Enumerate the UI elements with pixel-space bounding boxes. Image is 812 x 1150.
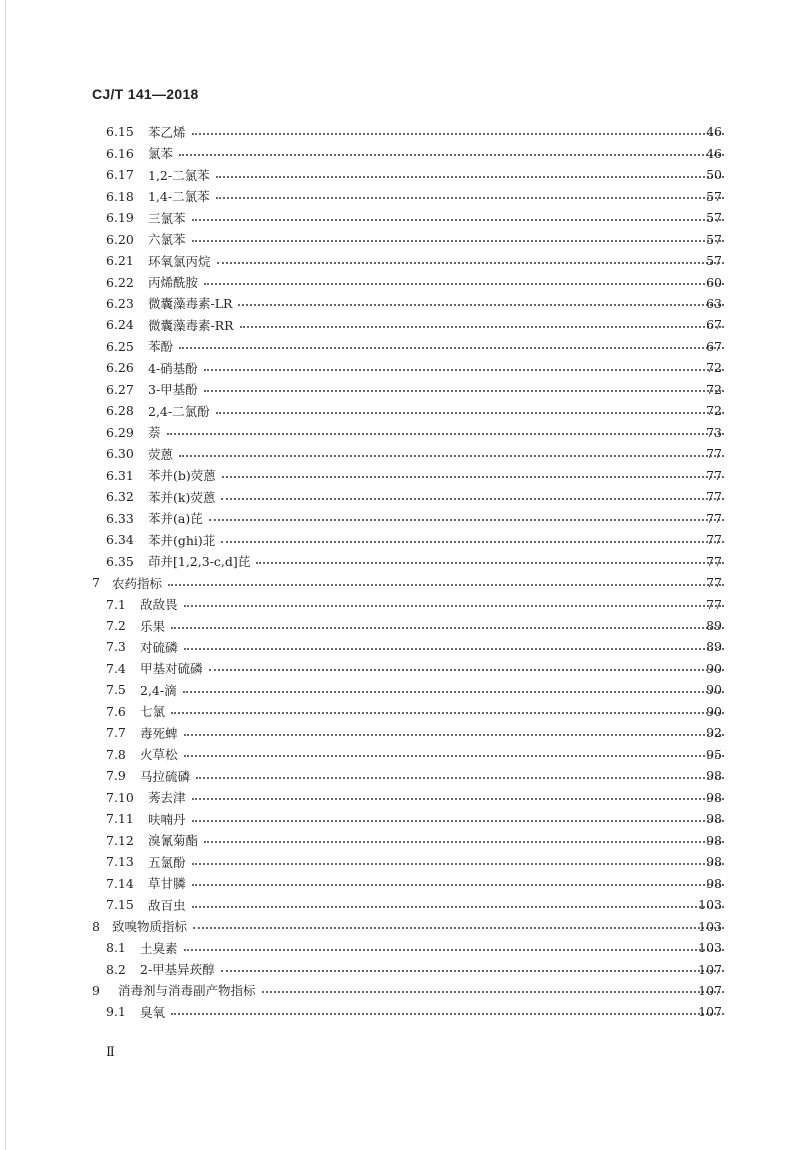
toc-entry-number: 9.1 <box>106 1004 126 1020</box>
toc-entry-title: 氯苯 <box>148 146 174 162</box>
toc-entry-number: 6.20 <box>106 231 134 247</box>
toc-entry-number: 7.10 <box>106 789 134 805</box>
toc-entry-page: 57 <box>706 253 722 269</box>
toc-entry[interactable] <box>0 1001 812 1022</box>
toc-entry-title: 1,4-二氯苯 <box>148 189 210 205</box>
toc-entry[interactable] <box>0 507 812 528</box>
toc-entry-number: 6.24 <box>106 317 134 333</box>
toc-entry-title: 致嗅物质指标 <box>112 919 188 935</box>
toc-entry-page: 60 <box>706 274 722 290</box>
toc-leader-dots <box>209 669 724 671</box>
toc-leader-dots <box>262 991 724 993</box>
toc-entry-page: 77 <box>706 596 722 612</box>
toc-entry-title: 苯并(k)荧蒽 <box>148 489 216 505</box>
page-number-footer: Ⅱ <box>106 1045 115 1060</box>
toc-entry[interactable] <box>0 228 812 249</box>
toc-leader-dots <box>179 154 724 156</box>
toc-entry-number: 9 <box>92 982 100 998</box>
toc-entry[interactable] <box>0 142 812 163</box>
toc-entry-title: 土臭素 <box>140 940 178 956</box>
toc-leader-dots <box>184 949 724 951</box>
toc-leader-dots <box>184 734 724 736</box>
toc-entry-title-wrap <box>140 767 724 785</box>
toc-entry-page: 95 <box>706 746 722 762</box>
toc-entry[interactable] <box>0 486 812 507</box>
toc-leader-dots <box>192 240 724 242</box>
toc-entry-page: 77 <box>706 532 722 548</box>
toc-entry-title: 甲基对硫磷 <box>140 661 203 677</box>
toc-entry[interactable] <box>0 465 812 486</box>
toc-leader-dots <box>192 820 724 822</box>
toc-entry-number: 6.30 <box>106 446 134 462</box>
toc-entry-page: 92 <box>706 725 722 741</box>
toc-entry[interactable] <box>0 529 812 550</box>
toc-leader-dots <box>192 133 724 135</box>
toc-entry-title-wrap <box>112 917 724 935</box>
toc-entry-number: 7.7 <box>106 725 126 741</box>
toc-entry-number: 6.29 <box>106 424 134 440</box>
toc-entry-page: 107 <box>698 982 722 998</box>
toc-entry-title: 七氯 <box>140 704 166 720</box>
toc-leader-dots <box>221 498 724 500</box>
toc-entry-page: 77 <box>706 510 722 526</box>
toc-entry-title: 丙烯酰胺 <box>148 275 199 291</box>
toc-entry-title: 马拉硫磷 <box>140 768 191 784</box>
toc-entry-title-wrap <box>148 509 724 527</box>
toc-entry-title: 荧蒽 <box>148 446 174 462</box>
toc-leader-dots <box>183 691 724 693</box>
toc-leader-dots <box>217 262 724 264</box>
toc-entry-title: 苯酚 <box>148 339 174 355</box>
toc-entry[interactable] <box>0 314 812 335</box>
toc-entry-title: 微囊藻毒素-LR <box>148 296 233 312</box>
toc-entry-page: 107 <box>698 1004 722 1020</box>
toc-entry-title-wrap <box>148 445 724 463</box>
toc-entry[interactable] <box>0 357 812 378</box>
toc-leader-dots <box>240 326 724 328</box>
toc-entry-page: 46 <box>706 124 722 140</box>
toc-entry-number: 6.15 <box>106 124 134 140</box>
toc-leader-dots <box>168 584 724 586</box>
toc-entry[interactable] <box>0 872 812 893</box>
toc-entry[interactable] <box>0 293 812 314</box>
toc-entry-page: 103 <box>698 897 722 913</box>
toc-entry-title-wrap <box>140 960 724 978</box>
toc-entry-number: 7.11 <box>106 811 134 827</box>
toc-leader-dots <box>179 347 724 349</box>
toc-entry-number: 6.31 <box>106 467 134 483</box>
table-of-contents <box>0 121 812 1023</box>
toc-entry[interactable] <box>0 701 812 722</box>
toc-entry-number: 6.21 <box>106 253 134 269</box>
toc-leader-dots <box>192 906 724 908</box>
toc-leader-dots <box>179 455 724 457</box>
toc-leader-dots <box>171 1013 724 1015</box>
toc-entry-title: 呋喃丹 <box>148 811 186 827</box>
toc-entry[interactable] <box>0 722 812 743</box>
toc-entry-title-wrap <box>148 531 724 549</box>
toc-entry-title: 敌敌畏 <box>140 597 178 613</box>
toc-entry[interactable] <box>0 250 812 271</box>
toc-entry-title-wrap <box>140 1003 724 1021</box>
toc-entry-title-wrap <box>140 617 724 635</box>
toc-entry-number: 8 <box>92 918 100 934</box>
toc-entry-page: 98 <box>706 811 722 827</box>
toc-entry-page: 98 <box>706 854 722 870</box>
toc-entry-title-wrap <box>148 810 724 828</box>
toc-entry-title-wrap <box>148 423 724 441</box>
toc-entry[interactable] <box>0 765 812 786</box>
toc-entry-page: 46 <box>706 145 722 161</box>
toc-entry[interactable] <box>0 679 812 700</box>
toc-entry-title: 三氯苯 <box>148 210 186 226</box>
toc-entry-title-wrap <box>148 230 724 248</box>
toc-entry-page: 57 <box>706 231 722 247</box>
toc-entry-title-wrap <box>148 402 724 420</box>
toc-entry-title-wrap <box>148 380 724 398</box>
toc-entry-page: 57 <box>706 210 722 226</box>
toc-entry-title-wrap <box>148 896 724 914</box>
toc-entry-number: 7.8 <box>106 746 126 762</box>
toc-entry-number: 7.13 <box>106 854 134 870</box>
toc-leader-dots <box>184 605 724 607</box>
toc-entry-title: 3-甲基酚 <box>148 382 198 398</box>
toc-entry[interactable] <box>0 980 812 1001</box>
toc-entry-page: 90 <box>706 703 722 719</box>
toc-entry-title-wrap <box>148 294 724 312</box>
toc-leader-dots <box>167 433 724 435</box>
toc-leader-dots <box>204 369 724 371</box>
toc-entry-title: 农药指标 <box>112 575 163 591</box>
toc-leader-dots <box>184 755 724 757</box>
toc-entry-number: 6.32 <box>106 489 134 505</box>
toc-entry[interactable] <box>0 615 812 636</box>
toc-entry-title: 茚并[1,2,3-c,d]芘 <box>148 554 251 570</box>
toc-leader-dots <box>184 648 724 650</box>
toc-entry-title-wrap <box>148 853 724 871</box>
toc-entry-title-wrap <box>148 466 724 484</box>
toc-entry-title-wrap <box>140 939 724 957</box>
toc-entry-page: 107 <box>698 961 722 977</box>
toc-entry[interactable] <box>0 744 812 765</box>
toc-leader-dots <box>221 970 724 972</box>
toc-entry-page: 89 <box>706 618 722 634</box>
toc-entry-number: 6.22 <box>106 274 134 290</box>
toc-entry-page: 89 <box>706 639 722 655</box>
toc-entry-number: 7.4 <box>106 660 126 676</box>
toc-entry-number: 7.9 <box>106 768 126 784</box>
toc-leader-dots <box>221 541 724 543</box>
toc-entry[interactable] <box>0 443 812 464</box>
toc-entry-title: 苯并(b)荧蒽 <box>148 468 216 484</box>
toc-entry-page: 98 <box>706 875 722 891</box>
toc-entry-title: 毒死蜱 <box>140 725 178 741</box>
toc-entry-title-wrap <box>140 724 724 742</box>
toc-leader-dots <box>209 519 724 521</box>
toc-entry[interactable] <box>0 207 812 228</box>
toc-entry-page: 77 <box>706 467 722 483</box>
toc-entry-title-wrap <box>140 745 724 763</box>
toc-leader-dots <box>204 841 724 843</box>
toc-entry-page: 73 <box>706 424 722 440</box>
toc-entry-title-wrap <box>118 981 724 999</box>
toc-leader-dots <box>204 283 724 285</box>
toc-entry-title-wrap <box>148 123 724 141</box>
toc-entry-number: 7.3 <box>106 639 126 655</box>
toc-leader-dots <box>192 798 724 800</box>
toc-entry[interactable] <box>0 550 812 571</box>
toc-entry-title: 微囊藻毒素-RR <box>148 317 234 333</box>
toc-entry-number: 6.19 <box>106 210 134 226</box>
toc-entry-page: 98 <box>706 768 722 784</box>
toc-entry-title-wrap <box>148 209 724 227</box>
toc-entry-title-wrap <box>112 574 724 592</box>
toc-entry-page: 103 <box>698 940 722 956</box>
toc-entry-title: 环氧氯丙烷 <box>148 253 211 269</box>
toc-entry-title: 1,2-二氯苯 <box>148 167 210 183</box>
toc-entry-number: 7.14 <box>106 875 134 891</box>
toc-entry[interactable] <box>0 915 812 936</box>
toc-entry-title: 六氯苯 <box>148 232 186 248</box>
toc-entry-title-wrap <box>140 638 724 656</box>
toc-entry-title: 2,4-二氯酚 <box>148 403 210 419</box>
toc-entry-page: 90 <box>706 660 722 676</box>
toc-entry-title: 2-甲基异莰醇 <box>140 962 215 978</box>
toc-entry-title-wrap <box>148 359 724 377</box>
toc-entry-number: 7.5 <box>106 682 126 698</box>
toc-entry-title-wrap <box>148 187 724 205</box>
toc-entry-title-wrap <box>140 681 724 699</box>
toc-entry-title-wrap <box>148 273 724 291</box>
toc-leader-dots <box>192 219 724 221</box>
toc-entry-number: 6.28 <box>106 403 134 419</box>
toc-entry-title-wrap <box>140 595 724 613</box>
toc-entry-number: 8.1 <box>106 940 126 956</box>
toc-entry-title: 苯乙烯 <box>148 124 186 140</box>
toc-leader-dots <box>222 476 724 478</box>
toc-leader-dots <box>192 863 724 865</box>
toc-entry[interactable] <box>0 336 812 357</box>
toc-entry-page: 77 <box>706 446 722 462</box>
toc-entry-title: 火草松 <box>140 747 178 763</box>
toc-entry-number: 7.15 <box>106 897 134 913</box>
toc-entry-number: 7 <box>92 575 100 591</box>
toc-entry-page: 72 <box>706 403 722 419</box>
toc-entry-title: 臭氧 <box>140 1004 166 1020</box>
toc-leader-dots <box>256 562 724 564</box>
toc-entry-number: 6.18 <box>106 188 134 204</box>
toc-entry-title: 乐果 <box>140 618 166 634</box>
toc-entry-page: 90 <box>706 682 722 698</box>
toc-entry-number: 7.2 <box>106 618 126 634</box>
toc-entry-number: 6.17 <box>106 167 134 183</box>
toc-entry[interactable] <box>0 164 812 185</box>
toc-leader-dots <box>196 777 724 779</box>
toc-entry-number: 6.34 <box>106 532 134 548</box>
toc-entry-number: 7.6 <box>106 703 126 719</box>
toc-entry-title-wrap <box>140 702 724 720</box>
toc-entry-page: 98 <box>706 789 722 805</box>
toc-entry[interactable] <box>0 958 812 979</box>
toc-entry-number: 6.27 <box>106 381 134 397</box>
toc-entry-page: 63 <box>706 295 722 311</box>
toc-entry-title: 4-硝基酚 <box>148 360 198 376</box>
toc-leader-dots <box>193 927 724 929</box>
toc-entry-page: 67 <box>706 317 722 333</box>
toc-entry-number: 7.12 <box>106 832 134 848</box>
toc-entry[interactable] <box>0 658 812 679</box>
toc-entry-title-wrap <box>148 874 724 892</box>
toc-entry-page: 98 <box>706 832 722 848</box>
toc-entry[interactable] <box>0 185 812 206</box>
toc-entry[interactable] <box>0 829 812 850</box>
toc-entry[interactable] <box>0 593 812 614</box>
toc-entry-title: 消毒剂与消毒副产物指标 <box>118 983 256 999</box>
toc-entry-title: 苯并(a)芘 <box>148 511 203 527</box>
toc-entry-title-wrap <box>148 337 724 355</box>
toc-entry-title: 莠去津 <box>148 790 186 806</box>
toc-entry-number: 6.33 <box>106 510 134 526</box>
toc-entry-page: 77 <box>706 553 722 569</box>
toc-entry-number: 6.35 <box>106 553 134 569</box>
toc-entry-number: 7.1 <box>106 596 126 612</box>
toc-entry[interactable] <box>0 271 812 292</box>
toc-entry-title-wrap <box>148 144 724 162</box>
toc-entry-title: 敌百虫 <box>148 897 186 913</box>
toc-entry-title-wrap <box>148 316 724 334</box>
toc-entry-title: 对硫磷 <box>140 639 178 655</box>
toc-entry-title-wrap <box>148 788 724 806</box>
toc-leader-dots <box>216 197 724 199</box>
toc-leader-dots <box>204 390 724 392</box>
toc-entry-page: 103 <box>698 918 722 934</box>
toc-entry-page: 72 <box>706 381 722 397</box>
toc-entry[interactable] <box>0 894 812 915</box>
toc-entry-number: 6.25 <box>106 338 134 354</box>
toc-entry-title-wrap <box>148 831 724 849</box>
toc-entry-title-wrap <box>148 488 724 506</box>
toc-entry[interactable] <box>0 572 812 593</box>
toc-entry-page: 50 <box>706 167 722 183</box>
toc-leader-dots <box>171 712 724 714</box>
toc-entry[interactable] <box>0 851 812 872</box>
toc-entry[interactable] <box>0 937 812 958</box>
toc-entry[interactable] <box>0 379 812 400</box>
toc-entry-title: 2,4-滴 <box>140 682 177 698</box>
standard-code-header: CJ/T 141—2018 <box>92 86 199 102</box>
toc-entry-page: 67 <box>706 338 722 354</box>
toc-leader-dots <box>216 412 724 414</box>
toc-entry-title: 萘 <box>148 425 161 441</box>
toc-entry-page: 77 <box>706 489 722 505</box>
toc-entry-title-wrap <box>140 659 724 677</box>
toc-leader-dots <box>171 627 724 629</box>
toc-entry[interactable] <box>0 422 812 443</box>
toc-entry-title: 溴氰菊酯 <box>148 833 199 849</box>
toc-entry-title: 五氯酚 <box>148 854 186 870</box>
toc-entry-title-wrap <box>148 166 724 184</box>
toc-entry-title-wrap <box>148 552 724 570</box>
toc-leader-dots <box>192 884 724 886</box>
toc-entry-number: 8.2 <box>106 961 126 977</box>
toc-entry-number: 6.16 <box>106 145 134 161</box>
toc-entry[interactable] <box>0 787 812 808</box>
toc-leader-dots <box>216 176 724 178</box>
toc-entry[interactable] <box>0 400 812 421</box>
toc-entry-title: 草甘膦 <box>148 876 186 892</box>
toc-entry[interactable] <box>0 636 812 657</box>
toc-entry-page: 72 <box>706 360 722 376</box>
toc-entry-number: 6.23 <box>106 295 134 311</box>
toc-entry[interactable] <box>0 808 812 829</box>
toc-entry[interactable] <box>0 121 812 142</box>
toc-entry-page: 77 <box>706 575 722 591</box>
toc-entry-page: 57 <box>706 188 722 204</box>
toc-leader-dots <box>238 304 724 306</box>
toc-entry-title: 苯并(ghi)苝 <box>148 532 216 548</box>
toc-entry-title-wrap <box>148 252 724 270</box>
toc-entry-number: 6.26 <box>106 360 134 376</box>
